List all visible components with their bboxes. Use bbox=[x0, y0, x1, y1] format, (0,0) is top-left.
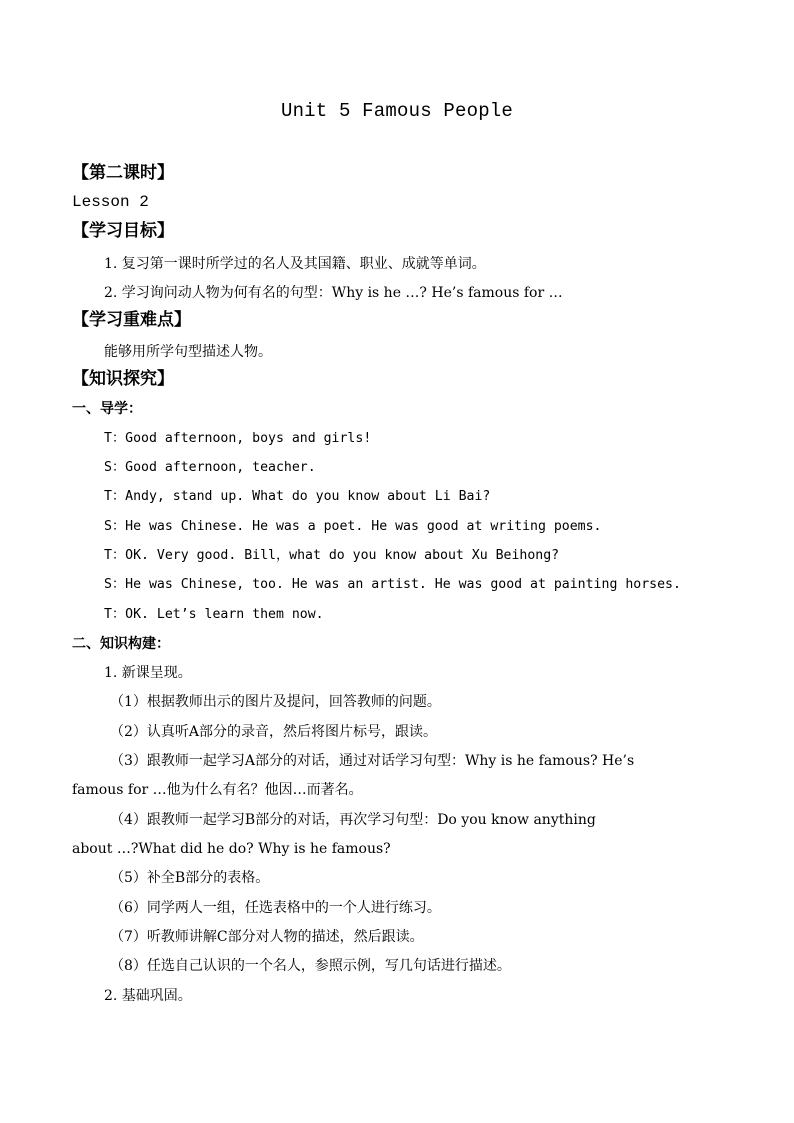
dialogue-line: S：Good afternoon, teacher. bbox=[104, 460, 316, 475]
dialogue-line: T：OK. Let’s learn them now. bbox=[104, 607, 324, 622]
step-item: （1）根据教师出示的图片及提问，回答教师的问题。 bbox=[110, 694, 441, 710]
step-item: （6）同学两人一组，任选表格中的一个人进行练习。 bbox=[110, 900, 441, 916]
objective-item: 2. 学习询问动人物为何有名的句型：Why is he …? He’s famous for … bbox=[104, 285, 563, 301]
step-item: （2）认真听A部分的录音，然后将图片标号，跟读。 bbox=[110, 724, 438, 740]
step-item-continuation: famous for …他为什么有名？他因…而著名。 bbox=[72, 782, 363, 798]
key-points-text: 能够用所学句型描述人物。 bbox=[104, 344, 272, 360]
step-item: （7）听教师讲解C部分对人物的描述，然后跟读。 bbox=[110, 929, 424, 945]
step-item: （4）跟教师一起学习B部分的对话，再次学习句型：Do you know anything bbox=[110, 812, 596, 828]
dialogue-line: S：He was Chinese, too. He was an artist. He was good at painting horses. bbox=[104, 577, 681, 592]
dialogue-line: T：Good afternoon, boys and girls! bbox=[104, 431, 372, 446]
objective-item: 1. 复习第一课时所学过的名人及其国籍、职业、成就等单词。 bbox=[104, 256, 486, 272]
explore-heading: 【知识探究】 bbox=[72, 369, 174, 389]
step-item: （5）补全B部分的表格。 bbox=[110, 870, 270, 886]
lesson-label: Lesson 2 bbox=[72, 193, 149, 211]
step-item-continuation: about …?What did he do? Why is he famous? bbox=[72, 841, 391, 857]
dialogue-line: T：OK. Very good. Bill，what do you know about Xu Beihong? bbox=[104, 548, 560, 563]
dialogue-line: S：He was Chinese. He was a poet. He was good at writing poems. bbox=[104, 519, 602, 534]
dialogue-line: T：Andy, stand up. What do you know about Li Bai? bbox=[104, 489, 491, 504]
key-points-heading: 【学习重难点】 bbox=[72, 310, 191, 330]
guide-heading: 一、导学： bbox=[72, 401, 142, 417]
build-heading: 二、知识构建： bbox=[72, 636, 170, 652]
document-title: Unit 5 Famous People bbox=[280, 100, 514, 122]
step-item: （8）任选自己认识的一个名人，参照示例，写几句话进行描述。 bbox=[110, 958, 511, 974]
objectives-heading: 【学习目标】 bbox=[72, 221, 174, 241]
step-item: （3）跟教师一起学习A部分的对话，通过对话学习句型：Why is he famous? He’s bbox=[110, 753, 635, 769]
consolidation-label: 2. 基础巩固。 bbox=[104, 988, 192, 1004]
section-period-heading: 【第二课时】 bbox=[72, 163, 174, 183]
new-lesson-label: 1. 新课呈现。 bbox=[104, 665, 192, 681]
